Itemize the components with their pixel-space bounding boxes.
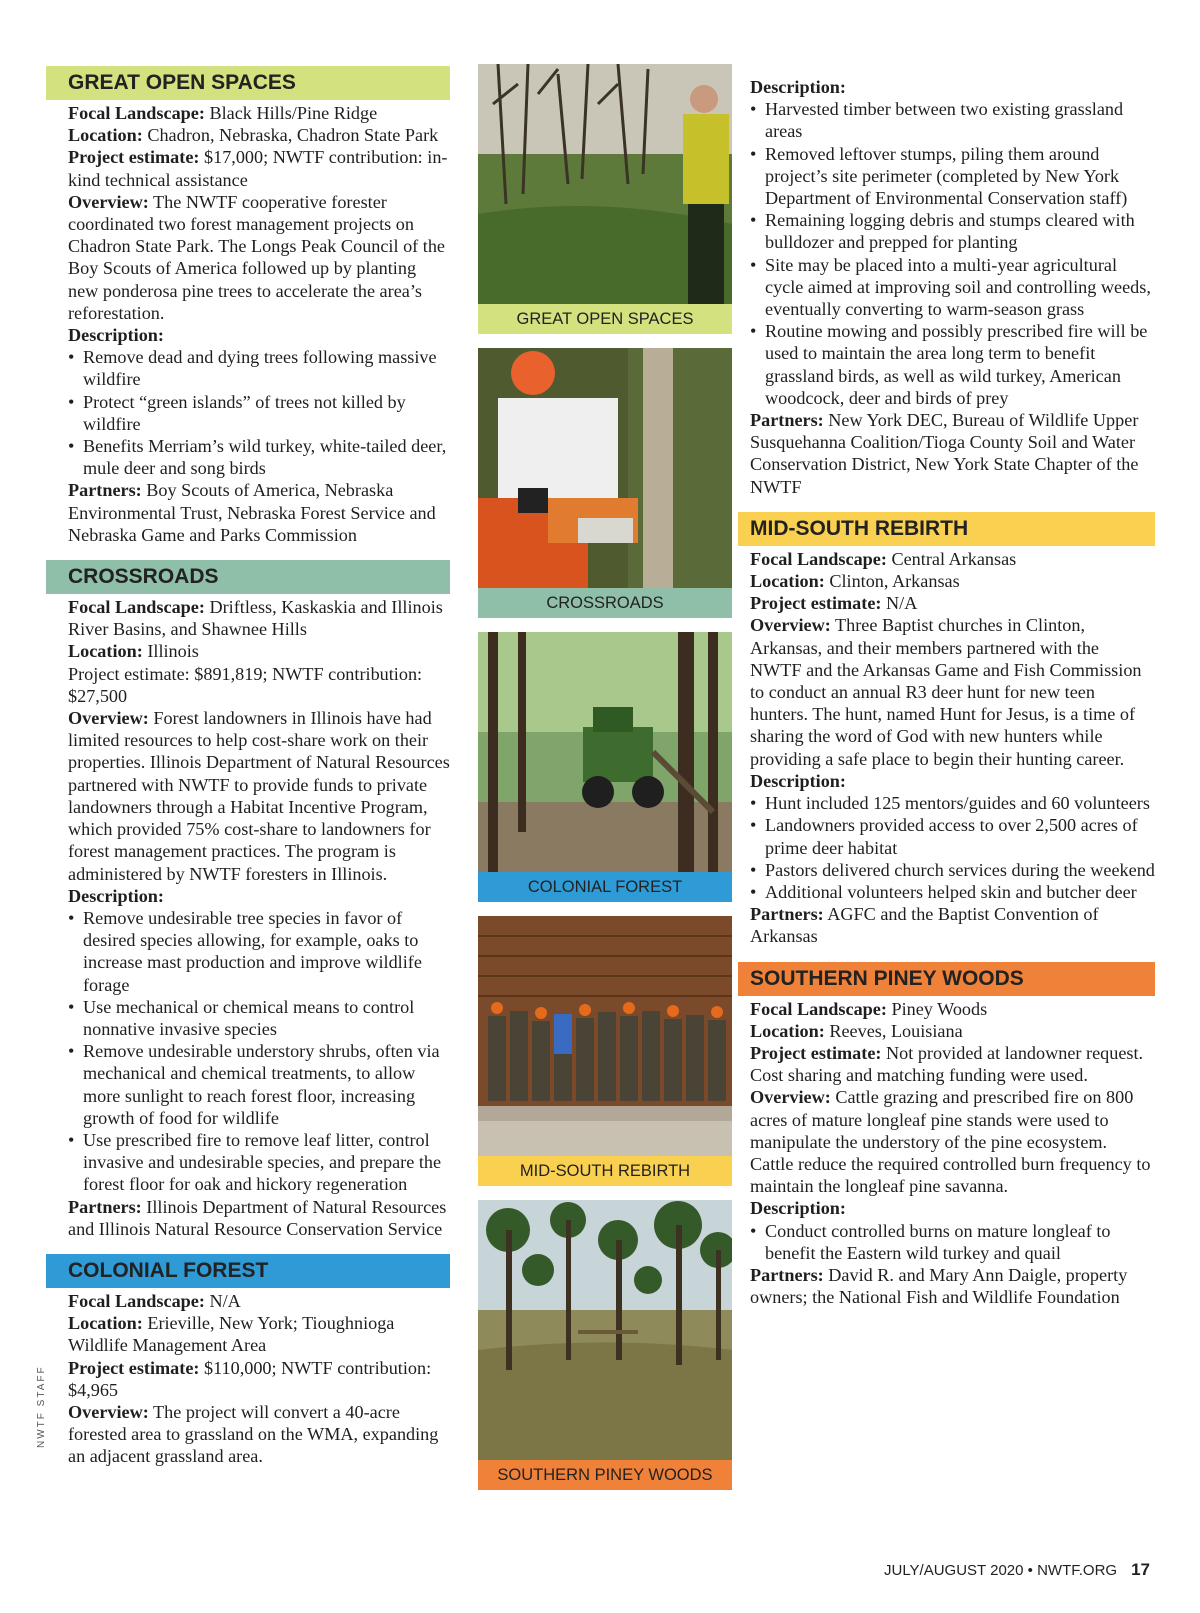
- list-item: • Remove undesirable understory shrubs, often via mechanical and chemical treatments, to allow more sunlight to reach forest floor, increasing growth of food for wildlife: [68, 1040, 450, 1129]
- photo-caption: SOUTHERN PINEY WOODS: [478, 1460, 732, 1490]
- section-southern-piney-woods: Focal Landscape: Piney Woods Location: Reeves, Louisiana Project estimate: Not provided at landowner request. Cost sharing and matching funding were used. Overview: Cattle grazing and prescribed fire on 800 acres of mature longleaf pine stands were used to manipulate the understory of the pine ecosystem. Cattle reduce the required controlled burn frequency to maintain the longleaf pine savanna. Description: • Conduct controlled burns on mature longleaf to benefit the Eastern wild turkey and quail Partners: David R. and Mary Ann Daigle, property owners; the National Fish and Wildlife Foundation: [750, 998, 1155, 1309]
- list-item: • Removed leftover stumps, piling them around project’s site perimeter (completed by New York Department of Environmental Conservation staff): [750, 143, 1155, 210]
- photo-crossroads: [478, 348, 732, 618]
- page-footer: [884, 1560, 1150, 1580]
- list-item: • Hunt included 125 mentors/guides and 60 volunteers: [750, 792, 1155, 814]
- photo-forester-field: [478, 64, 732, 304]
- section-crossroads: Focal Landscape: Driftless, Kaskaskia and Illinois River Basins, and Shawnee Hills Location: Illinois Project estimate: $891,819; NWTF contribution: $27,500 Overview: Forest landowners in Illinois have had limited resources to help cost-share work on their properties. Illinois Department of Natural Resources partnered with NWTF to provide funds to private landowners through a Habitat Incentive Program, which provided 75% cost-share to landowners for forest management practices. The program is administered by NWTF foresters in Illinois. Description: • Remove undesirable tree species in favor of desired species allowing, for example, oaks to increase mast production and improve wildlife forage • Use mechanical or chemical means to control nonnative invasive species • Remove undesirable understory shrubs, often via mechanical and chemical treatments, to allow more sunlight to reach forest floor, increasing growth of food for wildlife • Use prescribed fire to remove leaf litter, control invasive and undesirable species, and prepare the forest floor for oak and hickory regeneration Partners: Illinois Department of Natural Resources and Illinois Natural Resource Conservation Service: [46, 596, 450, 1240]
- list-item: • Use prescribed fire to remove leaf litter, control invasive and undesirable species, and prepare the forest floor for oak and hickory regeneration: [68, 1129, 450, 1196]
- list-item: • Harvested timber between two existing grassland areas: [750, 98, 1155, 142]
- section-great-open-spaces: Focal Landscape: Black Hills/Pine Ridge Location: Chadron, Nebraska, Chadron State Park Project estimate: $17,000; NWTF contribution: in-kind technical assistance Overview: The NWTF cooperative forester coordinated two forest management projects on Chadron State Park. The Longs Peak Council of the Boy Scouts of America followed up by planting new ponderosa pine trees to accelerate the area’s reforestation. Description: • Remove dead and dying trees following massive wildfire • Protect “green islands” of trees not killed by wildfire • Benefits Merriam’s wild turkey, white-tailed deer, mule deer and song birds Partners: Boy Scouts of America, Nebraska Environmental Trust, Nebraska Forest Service and Nebraska Game and Parks Commission: [46, 102, 450, 546]
- photo-hunt-group: [478, 916, 732, 1156]
- section-heading-southern-piney-woods: SOUTHERN PINEY WOODS: [738, 962, 1155, 996]
- list-item: • Use mechanical or chemical means to control nonnative invasive species: [68, 996, 450, 1040]
- page-number: 17: [1131, 1560, 1150, 1579]
- section-colonial-forest: Focal Landscape: N/A Location: Erieville, New York; Tioughnioga Wildlife Management Area Project estimate: $110,000; NWTF contribution: $4,965 Overview: The project will convert a 40-acre forested area to grassland on the WMA, expanding an adjacent grassland area.: [68, 1290, 439, 1467]
- section-heading-crossroads: CROSSROADS: [46, 560, 450, 594]
- photo-southern-piney-woods: [478, 1200, 732, 1490]
- section-heading-great-open-spaces: GREAT OPEN SPACES: [46, 66, 450, 100]
- list-item: • Pastors delivered church services during the weekend: [750, 859, 1155, 881]
- photo-chainsaw-worker: [478, 348, 732, 588]
- photo-caption: COLONIAL FOREST: [478, 872, 732, 902]
- photo-mid-south-rebirth: [478, 916, 732, 1186]
- photo-longleaf-pines: [478, 1200, 732, 1460]
- photo-colonial-forest: [478, 632, 732, 902]
- list-item: • Landowners provided access to over 2,500 acres of prime deer habitat: [750, 814, 1155, 858]
- right-column: [750, 76, 1155, 1308]
- list-item: • Remaining logging debris and stumps cleared with bulldozer and prepped for planting: [750, 209, 1155, 253]
- list-item: • Routine mowing and possibly prescribed fire will be used to maintain the area long term to benefit grassland birds, as well as wild turkey, American woodcock, deer and birds of prey: [750, 320, 1155, 409]
- photo-great-open-spaces: [478, 64, 732, 334]
- section-heading-mid-south-rebirth: MID-SOUTH REBIRTH: [738, 512, 1155, 546]
- list-item: • Protect “green islands” of trees not killed by wildfire: [68, 391, 450, 435]
- list-item: • Benefits Merriam’s wild turkey, white-tailed deer, mule deer and song birds: [68, 435, 450, 479]
- list-item: • Site may be placed into a multi-year agricultural cycle aimed at improving soil and controlling weeds, eventually converting to warm-season grass: [750, 254, 1155, 321]
- photo-caption: CROSSROADS: [478, 588, 732, 618]
- photo-caption: GREAT OPEN SPACES: [478, 304, 732, 334]
- photo-forestry-machine: [478, 632, 732, 872]
- list-item: • Remove undesirable tree species in favor of desired species allowing, for example, oaks to increase mast production and improve wildlife forage: [68, 907, 450, 996]
- list-item: • Remove dead and dying trees following massive wildfire: [68, 346, 450, 390]
- list-item: • Conduct controlled burns on mature longleaf to benefit the Eastern wild turkey and quail: [750, 1220, 1155, 1264]
- list-item: • Additional volunteers helped skin and butcher deer: [750, 881, 1155, 903]
- photo-credit: NWTF STAFF: [36, 1365, 47, 1448]
- issue-and-site: JULY/AUGUST 2020 • NWTF.ORG: [883, 1562, 1118, 1579]
- section-colonial-forest-continued: Description: • Harvested timber between two existing grassland areas • Removed leftover stumps, piling them around project’s site perimeter (completed by New York Department of Environmental Conservation staff) • Remaining logging debris and stumps cleared with bulldozer and prepped for planting • Site may be placed into a multi-year agricultural cycle aimed at improving soil and controlling weeds, eventually converting to warm-season grass • Routine mowing and possibly prescribed fire will be used to maintain the area long term to benefit grassland birds, as well as wild turkey, American woodcock, deer and birds of prey Partners: New York DEC, Bureau of Wildlife Upper Susquehanna Coalition/Tioga County Soil and Water Conservation District, New York State Chapter of the NWTF: [750, 76, 1155, 498]
- section-heading-colonial-forest: COLONIAL FOREST: [46, 1254, 450, 1288]
- photo-caption: MID-SOUTH REBIRTH: [478, 1156, 732, 1186]
- left-column: [46, 66, 450, 1468]
- photo-column: [478, 64, 732, 1490]
- section-mid-south-rebirth: Focal Landscape: Central Arkansas Location: Clinton, Arkansas Project estimate: N/A Overview: Three Baptist churches in Clinton, Arkansas, and their members partnered with the NWTF and the Arkansas Game and Fish Commission to conduct an annual R3 deer hunt for new teen hunters. The hunt, named Hunt for Jesus, is a time of sharing the word of God with new hunters while providing a safe place to begin their hunting career. Description: • Hunt included 125 mentors/guides and 60 volunteers • Landowners provided access to over 2,500 acres of prime deer habitat • Pastors delivered church services during the weekend • Additional volunteers helped skin and butcher deer Partners: AGFC and the Baptist Convention of Arkansas: [750, 548, 1155, 948]
